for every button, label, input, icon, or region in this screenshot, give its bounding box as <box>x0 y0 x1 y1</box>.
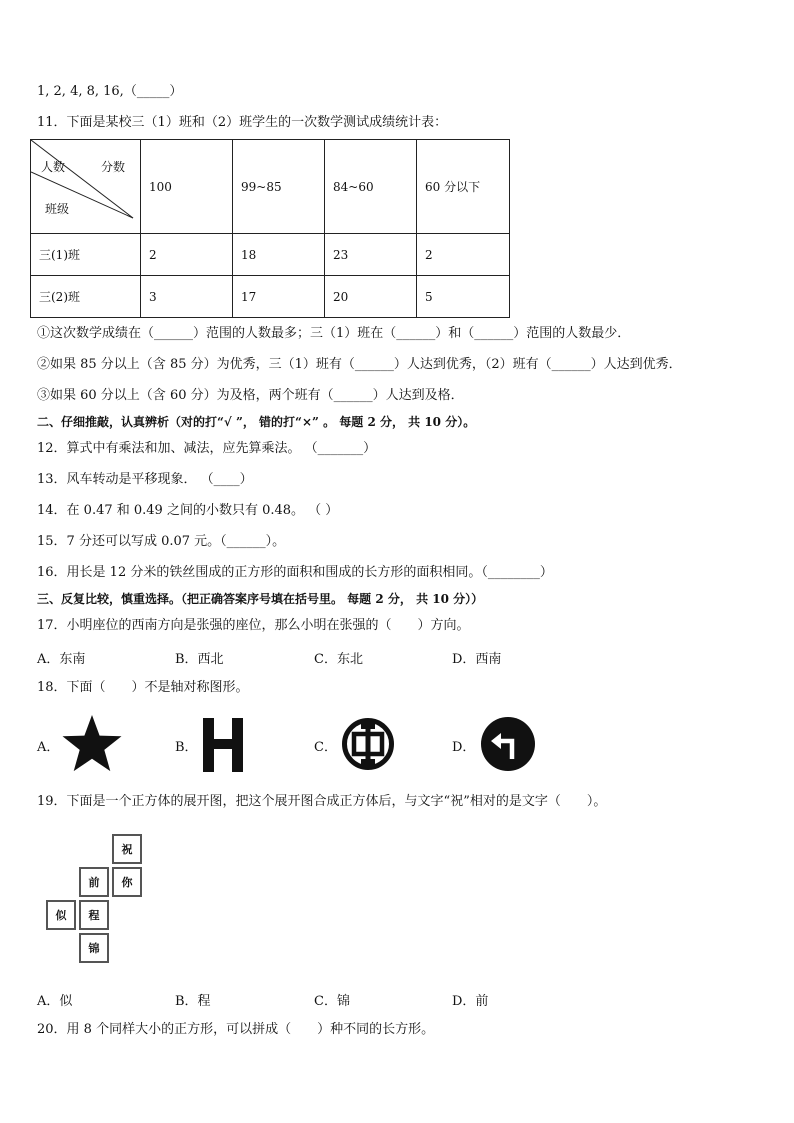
column-header: 100 <box>141 140 233 234</box>
column-header: 99~85 <box>233 140 325 234</box>
net-cell-qian: 前 <box>79 867 109 897</box>
table-cell: 20 <box>325 276 417 318</box>
table-row <box>31 234 510 276</box>
star-icon <box>60 713 124 775</box>
q17: 17．小明座位的西南方向是张强的座位，那么小明在张强的（ ）方向。 <box>37 618 470 633</box>
sequence-question: 1, 2, 4, 8, 16,（_____） <box>37 84 183 99</box>
table-cell: 3 <box>141 276 233 318</box>
q11-sub2: ②如果 85 分以上（含 85 分）为优秀，三（1）班有（______）人达到优秀，（2）班有（______）人达到优秀． <box>37 357 682 372</box>
diagonal-header-cell <box>31 140 141 234</box>
table-cell: 2 <box>141 234 233 276</box>
section-2-heading: 二、仔细推敲，认真辨析（对的打“√ ”， 错的打“×” 。 每题 2 分， 共 10 分）。 <box>37 415 476 429</box>
column-header: 60 分以下 <box>417 140 510 234</box>
section-3-heading: 三、反复比较，慎重选择。（把正确答案序号填在括号里。 每题 2 分， 共 10 分）） <box>37 592 484 606</box>
q13: 13．风车转动是平移现象． （____） <box>37 472 253 487</box>
q17-option-a: A．东南 <box>37 652 86 667</box>
table-cell: 5 <box>417 276 510 318</box>
q18: 18．下面（ ）不是轴对称图形。 <box>37 680 249 695</box>
q18-option-b-label: B． <box>175 740 198 755</box>
q19: 19．下面是一个正方体的展开图，把这个展开图合成正方体后，与文字“祝”相对的是文字（ ）。 <box>37 794 607 809</box>
corner-label-count: 人数 <box>41 160 66 174</box>
q12: 12．算式中有乘法和加、减法，应先算乘法。 （_______） <box>37 441 377 456</box>
diagonal-lines <box>31 140 141 234</box>
q19-option-b: B．程 <box>175 994 211 1009</box>
row-label: 三(2)班 <box>31 276 141 318</box>
bank-logo-icon <box>340 716 396 772</box>
q11-title: 11．下面是某校三（1）班和（2）班学生的一次数学测试成绩统计表： <box>37 115 448 130</box>
q17-option-b: B．西北 <box>175 652 224 667</box>
net-cell-jin: 锦 <box>79 933 109 963</box>
q19-option-c: C．锦 <box>314 994 350 1009</box>
table-header-row <box>31 140 510 234</box>
table-cell: 23 <box>325 234 417 276</box>
net-cell-zhu: 祝 <box>112 834 142 864</box>
corner-label-class: 班级 <box>45 202 70 216</box>
q20: 20．用 8 个同样大小的正方形，可以拼成（ ）种不同的长方形。 <box>37 1022 435 1037</box>
net-cell-si: 似 <box>46 900 76 930</box>
q18-option-d-label: D． <box>452 740 476 755</box>
corner-label-score: 分数 <box>101 160 126 174</box>
q17-option-c: C．东北 <box>314 652 363 667</box>
cube-net <box>45 832 155 972</box>
q15: 15．7 分还可以写成 0.07 元。（______）。 <box>37 534 286 549</box>
q11-sub3: ③如果 60 分以上（含 60 分）为及格，两个班有（______）人达到及格． <box>37 388 464 403</box>
net-cell-cheng: 程 <box>79 900 109 930</box>
q16: 16．用长是 12 分米的铁丝围成的正方形的面积和围成的长方形的面积相同。（________） <box>37 565 553 580</box>
row-label: 三(1)班 <box>31 234 141 276</box>
table-cell: 18 <box>233 234 325 276</box>
q11-sub1: ①这次数学成绩在（______）范围的人数最多；三（1）班在（______）和（______）范围的人数最少． <box>37 326 631 341</box>
q14: 14．在 0.47 和 0.49 之间的小数只有 0.48。 （ ） <box>37 503 339 518</box>
q19-option-d: D．前 <box>452 994 489 1009</box>
q17-option-d: D．西南 <box>452 652 502 667</box>
table-row <box>31 276 510 318</box>
q19-option-a: A．似 <box>37 994 73 1009</box>
net-cell-ni: 你 <box>112 867 142 897</box>
column-header: 84~60 <box>325 140 417 234</box>
letter-h-icon <box>200 718 246 772</box>
score-table <box>30 139 510 318</box>
turn-left-sign-icon <box>480 716 536 772</box>
q18-option-c-label: C． <box>314 740 337 755</box>
q18-option-a-label: A． <box>37 740 60 755</box>
table-cell: 17 <box>233 276 325 318</box>
table-cell: 2 <box>417 234 510 276</box>
